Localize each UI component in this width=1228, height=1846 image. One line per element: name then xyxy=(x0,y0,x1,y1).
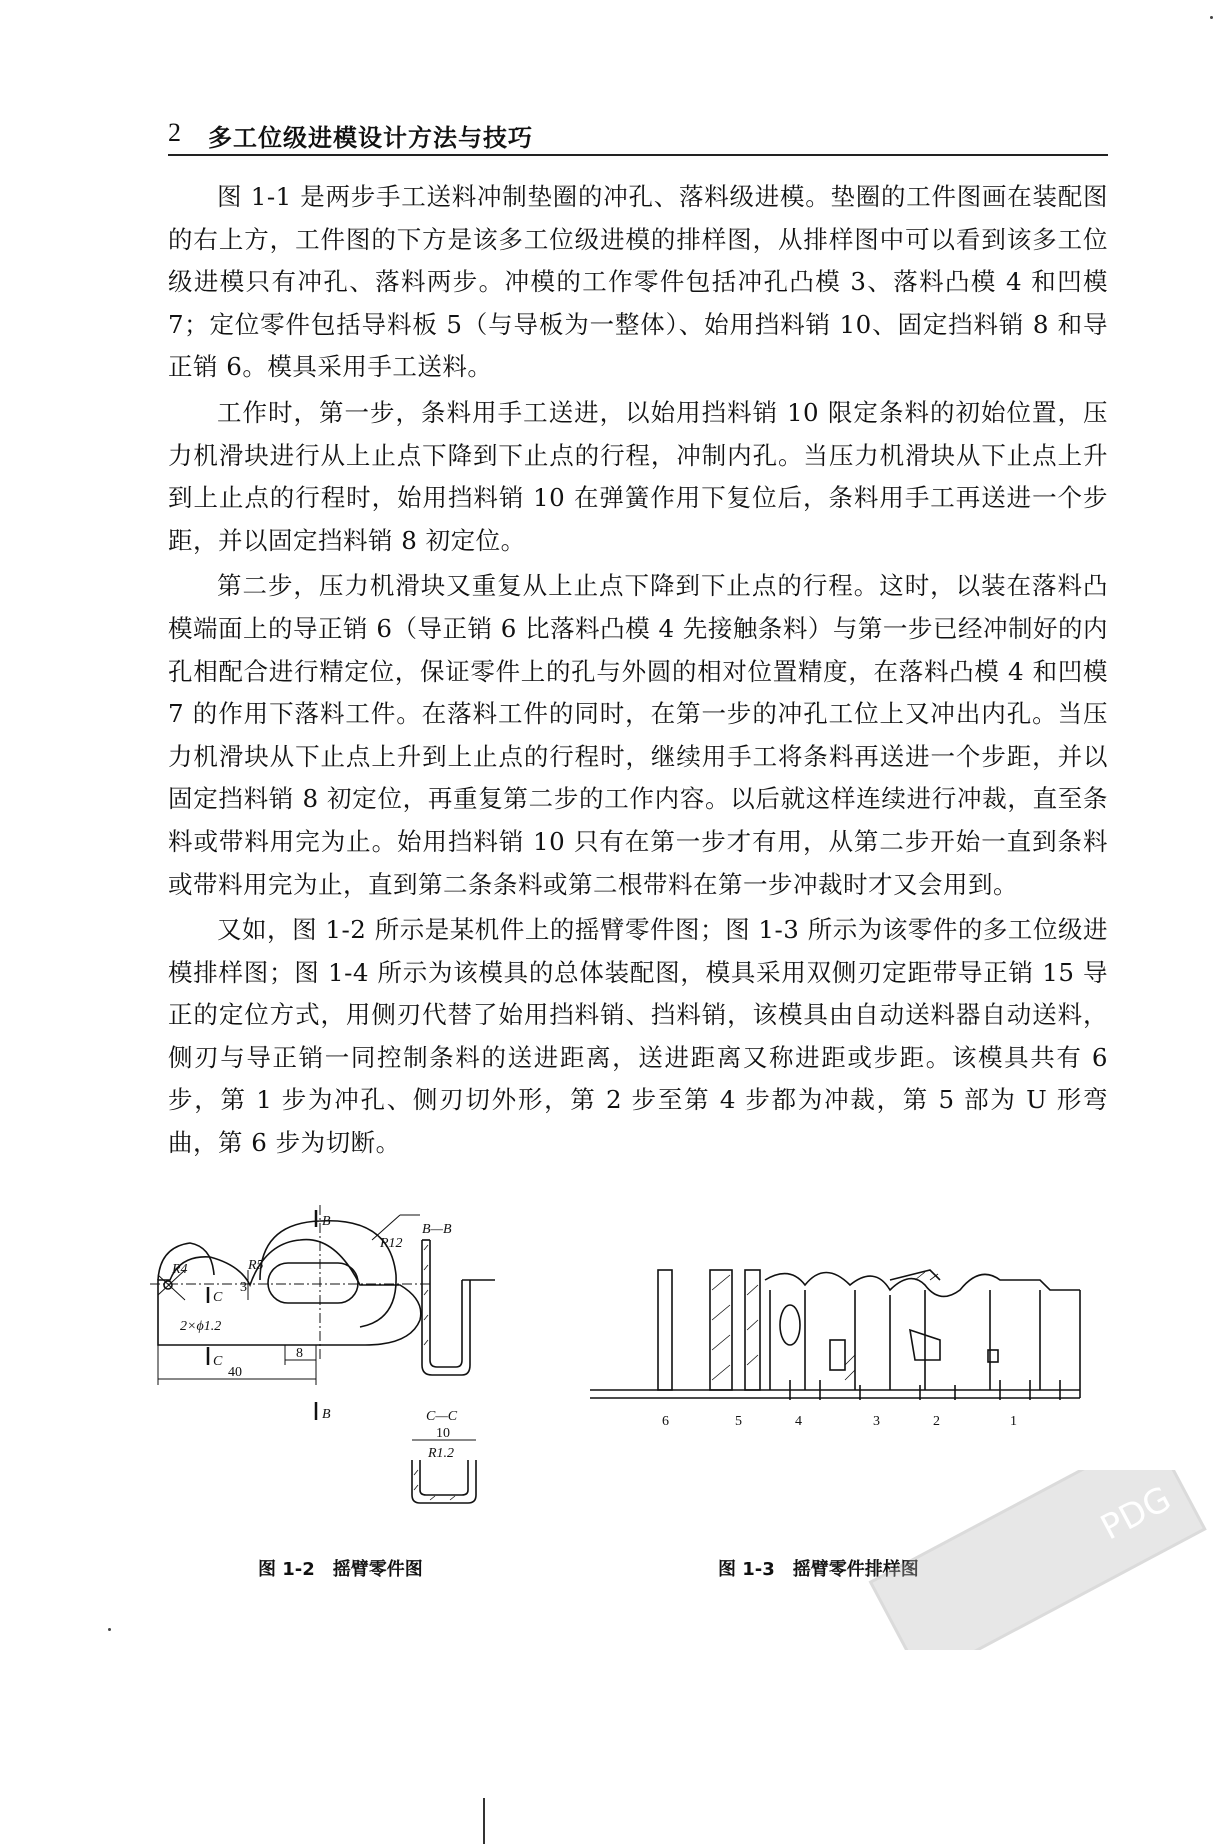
running-header xyxy=(168,118,1108,154)
station-2: 2 xyxy=(933,1414,940,1429)
label-dim-40: 40 xyxy=(228,1365,242,1380)
station-3: 3 xyxy=(873,1414,880,1429)
scan-speck xyxy=(108,1628,111,1631)
figure-1-2-caption: 图 1-2 摇臂零件图 xyxy=(258,1559,423,1580)
figure-1-2-drawing xyxy=(150,1195,570,1515)
label-dim-3: 3 xyxy=(240,1280,247,1295)
label-r5: R5 xyxy=(248,1258,264,1273)
body-text xyxy=(168,176,1108,1168)
figure-1-3-caption: 图 1-3 摇臂零件排样图 xyxy=(718,1559,919,1580)
paragraph-1: 图 1-1 是两步手工送料冲制垫圈的冲孔、落料级进模。垫圈的工件图画在装配图的右上方，工件图的下方是该多工位级进模的排样图，从排样图中可以看到该多工位级进模只有冲孔、落料两步。冲模的工作零件包括冲孔凸模 3、落料凸模 4 和凹模 7；定位零件包括导料板 5（与导板为一整体）、始用挡料销 10、固定挡料销 8 和导正销 6。模具采用手工送料。 xyxy=(168,182,1108,382)
label-r4: R4 xyxy=(172,1262,188,1277)
label-bb-title: B—B xyxy=(422,1222,452,1237)
label-c-top: C xyxy=(213,1290,223,1305)
label-dim-8: 8 xyxy=(296,1346,303,1361)
label-r1-2: R1.2 xyxy=(428,1446,455,1461)
figure-1-3-drawing xyxy=(590,1250,1090,1450)
header-rule xyxy=(168,154,1108,156)
station-6: 6 xyxy=(662,1414,669,1429)
scan-artifact-line xyxy=(483,1798,485,1844)
page-number: 2 xyxy=(168,118,181,147)
label-dim-10: 10 xyxy=(436,1426,450,1441)
station-1: 1 xyxy=(1010,1414,1017,1429)
paragraph-4: 又如，图 1-2 所示是某机件上的摇臂零件图；图 1-3 所示为该零件的多工位级进模排样图；图 1-4 所示为该模具的总体装配图，模具采用双侧刃定距带导正销 15 导正的定位方式，用侧刃代替了始用挡料销、挡料销，该模具由自动送料器自动送料，侧刃与导正销一同控制条料的送进距离，送进距离又称进距或步距。该模具共有 6 步，第 1 步为冲孔、侧刃切外形，第 2 步至第 4 步都为冲裁，第 5 部为 U 形弯曲，第 6 步为切断。 xyxy=(168,915,1108,1158)
label-c-bottom: C xyxy=(213,1354,223,1369)
paragraph-2: 工作时，第一步，条料用手工送进，以始用挡料销 10 限定条料的初始位置，压力机滑块进行从上止点下降到下止点的行程，冲制内孔。当压力机滑块从下止点上升到上止点的行程时，始用挡料销 10 在弹簧作用下复位后，条料用手工再送进一个步距，并以固定挡料销 8 初定位。 xyxy=(168,397,1108,555)
paragraph-3: 第二步，压力机滑块又重复从上止点下降到下止点的行程。这时，以装在落料凸模端面上的导正销 6（导正销 6 比落料凸模 4 先接触条料）与第一步已经冲制好的内孔相配合进行精定位，保证零件上的孔与外圆的相对位置精度，在落料凸模 4 和凹模 7 的作用下落料工件。在落料工件的同时，在第一步的冲孔工位上又冲出内孔。当压力机滑块从下止点上升到上止点的行程时，继续用手工将条料再送进一个步距，并以固定挡料销 8 初定位，再重复第二步的工作内容。以后就这样连续进行冲裁，直至条料或带料用完为止。始用挡料销 10 只有在第一步才有用，从第二步开始一直到条料或带料用完为止，直到第二条条料或第二根带料在第一步冲裁时才又会用到。 xyxy=(168,571,1108,899)
scan-speck xyxy=(1210,16,1213,19)
station-4: 4 xyxy=(795,1414,802,1429)
watermark-text: PDG xyxy=(1094,1478,1178,1549)
label-r12: R12 xyxy=(380,1236,403,1251)
label-cc-title: C—C xyxy=(426,1409,458,1424)
label-b-top: B xyxy=(322,1214,331,1229)
label-b-bottom: B xyxy=(322,1407,331,1422)
pdg-watermark-stamp xyxy=(850,1470,1228,1650)
label-holes: 2×ϕ1.2 xyxy=(180,1319,222,1334)
book-title: 多工位级进模设计方法与技巧 xyxy=(208,124,533,152)
station-5: 5 xyxy=(735,1414,742,1429)
